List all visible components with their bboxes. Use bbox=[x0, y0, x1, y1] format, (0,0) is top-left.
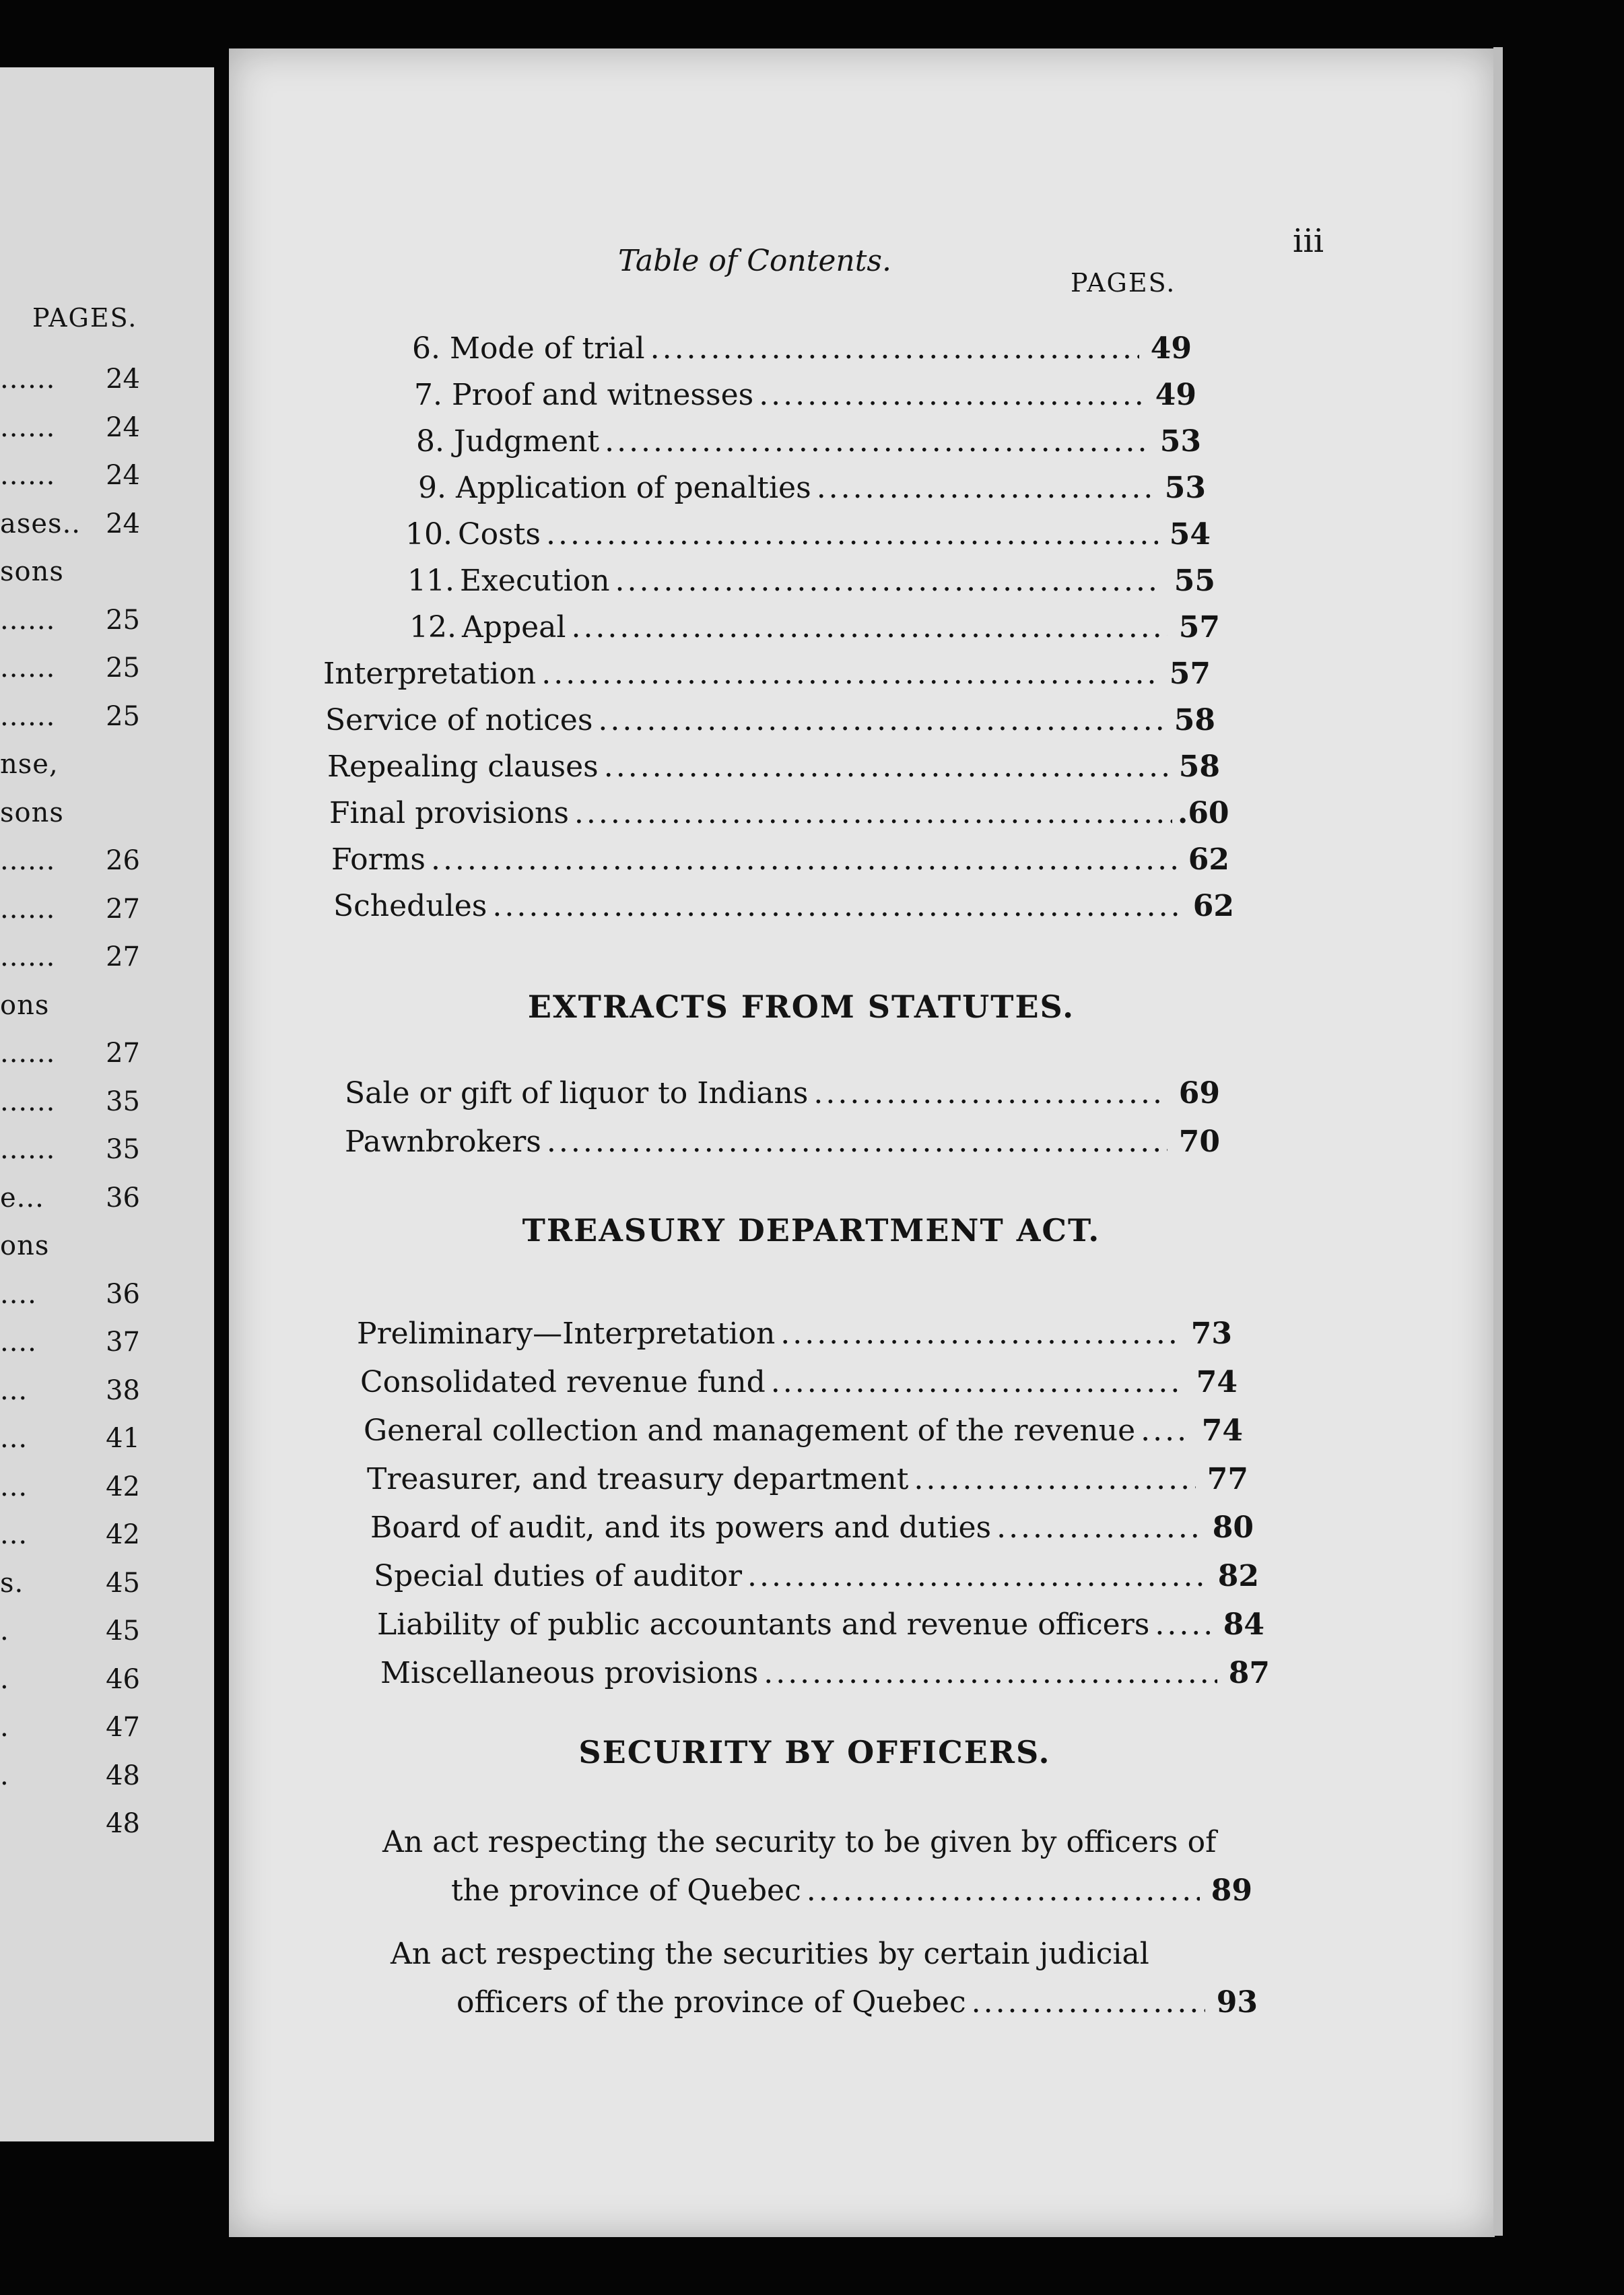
entry-page: 80 bbox=[1212, 1510, 1254, 1545]
entry-page: 74 bbox=[1201, 1413, 1243, 1448]
entry-page: 93 bbox=[1216, 1985, 1258, 2020]
entry-title: Special duties of auditor bbox=[374, 1559, 742, 1593]
entry-title: Repealing clauses bbox=[327, 750, 599, 784]
left-page-line bbox=[0, 941, 202, 982]
heading-treasury: TREASURY DEPARTMENT ACT. bbox=[522, 1212, 1101, 1249]
left-line-page: 27 bbox=[106, 893, 140, 925]
dot-leader bbox=[1155, 1607, 1212, 1642]
toc-entry bbox=[367, 1462, 1248, 1501]
entry-page: 87 bbox=[1228, 1656, 1270, 1690]
left-line-text: . bbox=[0, 1616, 9, 1647]
entry-title: Pawnbrokers bbox=[345, 1125, 541, 1159]
entry-page: 49 bbox=[1150, 331, 1192, 366]
dot-leader bbox=[605, 424, 1149, 459]
left-line-text: ... bbox=[0, 1519, 28, 1550]
dot-leader bbox=[747, 1559, 1207, 1593]
entry-title: Service of notices bbox=[325, 703, 593, 737]
left-line-text: ases.. bbox=[0, 508, 81, 539]
left-line-text: ...... bbox=[0, 845, 56, 876]
left-line-page: 24 bbox=[106, 364, 140, 395]
left-page-line bbox=[0, 1664, 202, 1704]
toc-entry bbox=[360, 1365, 1238, 1404]
left-page-line bbox=[0, 412, 202, 453]
entry-title: Proof and witnesses bbox=[452, 378, 754, 412]
toc-entry bbox=[380, 1656, 1270, 1695]
left-line-text: . bbox=[0, 1712, 9, 1743]
entry-title: the province of Quebec bbox=[451, 1873, 801, 1908]
entry-title: Forms bbox=[331, 842, 426, 877]
left-line-page: 42 bbox=[106, 1519, 140, 1550]
left-line-page: 27 bbox=[106, 941, 140, 972]
left-line-page: 35 bbox=[106, 1086, 140, 1117]
left-page-line bbox=[0, 364, 202, 404]
entry-page: 84 bbox=[1223, 1607, 1264, 1642]
left-line-text: . bbox=[0, 1663, 9, 1695]
left-page-line bbox=[0, 1038, 202, 1078]
toc-entry bbox=[364, 1413, 1243, 1453]
entry-title: Application of penalties bbox=[456, 471, 811, 505]
entry-number: 9. bbox=[418, 471, 446, 505]
heading-security: SECURITY BY OFFICERS. bbox=[578, 1734, 1051, 1770]
left-line-page: 38 bbox=[106, 1374, 140, 1406]
dot-leader bbox=[780, 1317, 1180, 1351]
left-page-line bbox=[0, 1327, 202, 1367]
dot-leader bbox=[972, 1985, 1205, 2020]
left-page-line bbox=[0, 894, 202, 934]
dot-leader bbox=[604, 750, 1168, 784]
left-line-text: sons bbox=[0, 797, 64, 828]
left-line-page: 25 bbox=[106, 604, 140, 636]
toc-entry bbox=[374, 1559, 1259, 1598]
heading-extracts: EXTRACTS FROM STATUTES. bbox=[527, 989, 1075, 1025]
toc-entry bbox=[329, 796, 1229, 835]
entry-title: Costs bbox=[458, 517, 541, 552]
entry-title: Schedules bbox=[333, 889, 487, 923]
left-line-text: ...... bbox=[0, 411, 56, 443]
toc-entry bbox=[323, 657, 1211, 696]
entry-number: 6. bbox=[412, 331, 440, 366]
toc-entry bbox=[407, 564, 1215, 603]
entry-title: Preliminary—Interpretation bbox=[357, 1317, 776, 1351]
entry-title: Liability of public accountants and revenue officers bbox=[377, 1607, 1150, 1642]
left-page-line bbox=[0, 749, 202, 789]
left-page-line bbox=[0, 1375, 202, 1416]
entry-page: 89 bbox=[1211, 1873, 1252, 1908]
dot-leader bbox=[771, 1365, 1185, 1399]
toc-entry bbox=[401, 424, 1201, 463]
dot-leader bbox=[541, 657, 1158, 691]
toc-entry bbox=[327, 750, 1220, 789]
left-page-line bbox=[0, 1134, 202, 1174]
toc-entry bbox=[399, 378, 1196, 417]
toc-entry bbox=[403, 471, 1206, 510]
dot-leader bbox=[598, 703, 1163, 737]
entry-page: 74 bbox=[1196, 1365, 1238, 1399]
entry-page: .60 bbox=[1178, 796, 1229, 830]
left-page-line bbox=[0, 1086, 202, 1127]
left-page-line bbox=[0, 1616, 202, 1656]
toc-entry bbox=[409, 610, 1220, 649]
left-line-text: ...... bbox=[0, 1086, 56, 1117]
dot-leader bbox=[546, 517, 1158, 552]
toc-entry bbox=[377, 1607, 1264, 1647]
entry-page: 55 bbox=[1174, 564, 1215, 598]
left-page-line bbox=[0, 556, 202, 597]
entry-page: 70 bbox=[1178, 1125, 1220, 1159]
left-line-page: 25 bbox=[106, 653, 140, 684]
dot-leader bbox=[813, 1076, 1168, 1110]
left-line-text: ...... bbox=[0, 700, 56, 732]
left-line-text: .... bbox=[0, 1278, 37, 1310]
entry-page: 58 bbox=[1174, 703, 1215, 737]
entry-page: 58 bbox=[1178, 750, 1220, 784]
left-page-line bbox=[0, 1808, 202, 1849]
left-line-page: 45 bbox=[106, 1616, 140, 1647]
entry-title: Miscellaneous provisions bbox=[380, 1656, 759, 1690]
left-page-line bbox=[0, 1471, 202, 1512]
dot-leader bbox=[759, 378, 1144, 412]
entry-number: 8. bbox=[416, 424, 444, 459]
left-line-page: 46 bbox=[106, 1663, 140, 1695]
left-page-line bbox=[0, 990, 202, 1030]
left-page-line bbox=[0, 797, 202, 838]
dot-leader bbox=[547, 1125, 1168, 1159]
toc-entry bbox=[345, 1076, 1220, 1115]
left-page-line bbox=[0, 1279, 202, 1319]
left-line-text: ... bbox=[0, 1471, 28, 1502]
entry-page: 77 bbox=[1207, 1462, 1248, 1496]
entry-page: 49 bbox=[1155, 378, 1196, 412]
entry-title: Judgment bbox=[454, 424, 600, 459]
entry-number: 7. bbox=[414, 378, 442, 412]
entry-page: 53 bbox=[1164, 471, 1206, 505]
entry-page: 69 bbox=[1178, 1076, 1220, 1110]
left-line-page: 48 bbox=[106, 1760, 140, 1791]
left-line-page: 37 bbox=[106, 1327, 140, 1358]
left-line-text: ...... bbox=[0, 1134, 56, 1165]
security-entry-line1: An act respecting the securities by certain judicial bbox=[391, 1937, 1149, 1971]
toc-entry bbox=[325, 703, 1215, 742]
entry-title: Board of audit, and its powers and duties bbox=[370, 1510, 992, 1545]
left-line-text: e... bbox=[0, 1182, 44, 1213]
left-page-line bbox=[0, 1183, 202, 1223]
left-line-page: 27 bbox=[106, 1038, 140, 1069]
entry-page: 73 bbox=[1190, 1317, 1232, 1351]
left-line-page: 41 bbox=[106, 1423, 140, 1454]
left-line-text: ...... bbox=[0, 460, 56, 491]
toc-entry bbox=[370, 1510, 1254, 1550]
dot-leader bbox=[615, 564, 1163, 598]
left-line-page: 47 bbox=[106, 1712, 140, 1743]
left-line-page: 48 bbox=[106, 1808, 140, 1839]
toc-entry bbox=[333, 889, 1234, 928]
security-entry-line1: An act respecting the security to be given by officers of bbox=[382, 1825, 1217, 1859]
left-line-text: .... bbox=[0, 1327, 37, 1358]
left-page-line bbox=[0, 1568, 202, 1608]
dot-leader bbox=[914, 1462, 1196, 1496]
left-page-line bbox=[0, 845, 202, 886]
left-line-page: 24 bbox=[106, 508, 140, 539]
folio-number: iii bbox=[1293, 222, 1324, 260]
dot-leader bbox=[1141, 1413, 1190, 1448]
dot-leader bbox=[431, 842, 1177, 877]
left-page-line bbox=[0, 701, 202, 741]
entry-page: 62 bbox=[1192, 889, 1234, 923]
toc-entry bbox=[357, 1317, 1232, 1356]
left-line-page: 24 bbox=[106, 460, 140, 491]
entry-page: 54 bbox=[1169, 517, 1211, 552]
entry-number: 12. bbox=[409, 610, 456, 644]
left-line-page: 36 bbox=[106, 1278, 140, 1310]
toc-entry bbox=[405, 517, 1211, 556]
left-page-line bbox=[0, 1423, 202, 1463]
dot-leader bbox=[817, 471, 1153, 505]
left-page-line bbox=[0, 1760, 202, 1801]
left-line-page: 25 bbox=[106, 700, 140, 732]
toc-entry bbox=[451, 1873, 1252, 1912]
entry-number: 11. bbox=[407, 564, 454, 598]
left-page-line bbox=[0, 1519, 202, 1560]
left-line-text: nse, bbox=[0, 749, 59, 780]
left-line-page: 35 bbox=[106, 1134, 140, 1165]
entry-title: officers of the province of Quebec bbox=[456, 1985, 966, 2020]
left-line-text: sons bbox=[0, 556, 64, 587]
left-line-page: 42 bbox=[106, 1471, 140, 1502]
entry-title: Treasurer, and treasury department bbox=[367, 1462, 909, 1496]
toc-entry bbox=[345, 1125, 1220, 1164]
left-line-text: ons bbox=[0, 989, 50, 1021]
entry-title: Consolidated revenue fund bbox=[360, 1365, 766, 1399]
left-line-page: 24 bbox=[106, 411, 140, 443]
entry-page: 53 bbox=[1159, 424, 1201, 459]
entry-page: 57 bbox=[1178, 610, 1220, 644]
dot-leader bbox=[764, 1656, 1217, 1690]
running-title: Table of Contents. bbox=[618, 244, 891, 278]
left-pages-label: PAGES. bbox=[32, 303, 138, 333]
entry-title: General collection and management of the revenue bbox=[364, 1413, 1136, 1448]
left-page-line bbox=[0, 508, 202, 549]
pages-label: PAGES. bbox=[1071, 268, 1176, 298]
entry-page: 82 bbox=[1217, 1559, 1259, 1593]
entry-title: Execution bbox=[460, 564, 610, 598]
left-page-line bbox=[0, 1712, 202, 1752]
dot-leader bbox=[807, 1873, 1200, 1908]
left-page-line bbox=[0, 653, 202, 693]
left-line-text: s. bbox=[0, 1567, 24, 1599]
left-facing-page bbox=[0, 67, 214, 2141]
left-line-text: . bbox=[0, 1760, 9, 1791]
toc-entry bbox=[397, 331, 1192, 370]
left-line-text: ...... bbox=[0, 604, 56, 636]
left-line-text: ... bbox=[0, 1374, 28, 1406]
toc-entry bbox=[456, 1985, 1258, 2024]
dot-leader bbox=[492, 889, 1182, 923]
left-line-text: ...... bbox=[0, 893, 56, 925]
entry-number: 10. bbox=[405, 517, 452, 552]
page-edge bbox=[1493, 47, 1503, 2236]
left-page-line bbox=[0, 1230, 202, 1271]
left-line-text: ...... bbox=[0, 364, 56, 395]
entry-title: Appeal bbox=[462, 610, 566, 644]
left-page-line bbox=[0, 605, 202, 645]
toc-entry bbox=[331, 842, 1229, 882]
entry-title: Sale or gift of liquor to Indians bbox=[345, 1076, 809, 1110]
entry-page: 62 bbox=[1188, 842, 1229, 877]
left-line-page: 45 bbox=[106, 1567, 140, 1599]
left-line-text: ... bbox=[0, 1423, 28, 1454]
dot-leader bbox=[996, 1510, 1201, 1545]
entry-title: Interpretation bbox=[323, 657, 537, 691]
left-line-text: ...... bbox=[0, 941, 56, 972]
entry-title: Final provisions bbox=[329, 796, 569, 830]
dot-leader bbox=[650, 331, 1139, 366]
left-line-text: ...... bbox=[0, 1038, 56, 1069]
left-line-text: ons bbox=[0, 1230, 50, 1261]
dot-leader bbox=[574, 796, 1172, 830]
left-page-line bbox=[0, 460, 202, 500]
left-line-page: 26 bbox=[106, 845, 140, 876]
dot-leader bbox=[571, 610, 1168, 644]
entry-page: 57 bbox=[1169, 657, 1211, 691]
entry-title: Mode of trial bbox=[450, 331, 645, 366]
left-line-text: ...... bbox=[0, 653, 56, 684]
left-line-page: 36 bbox=[106, 1182, 140, 1213]
